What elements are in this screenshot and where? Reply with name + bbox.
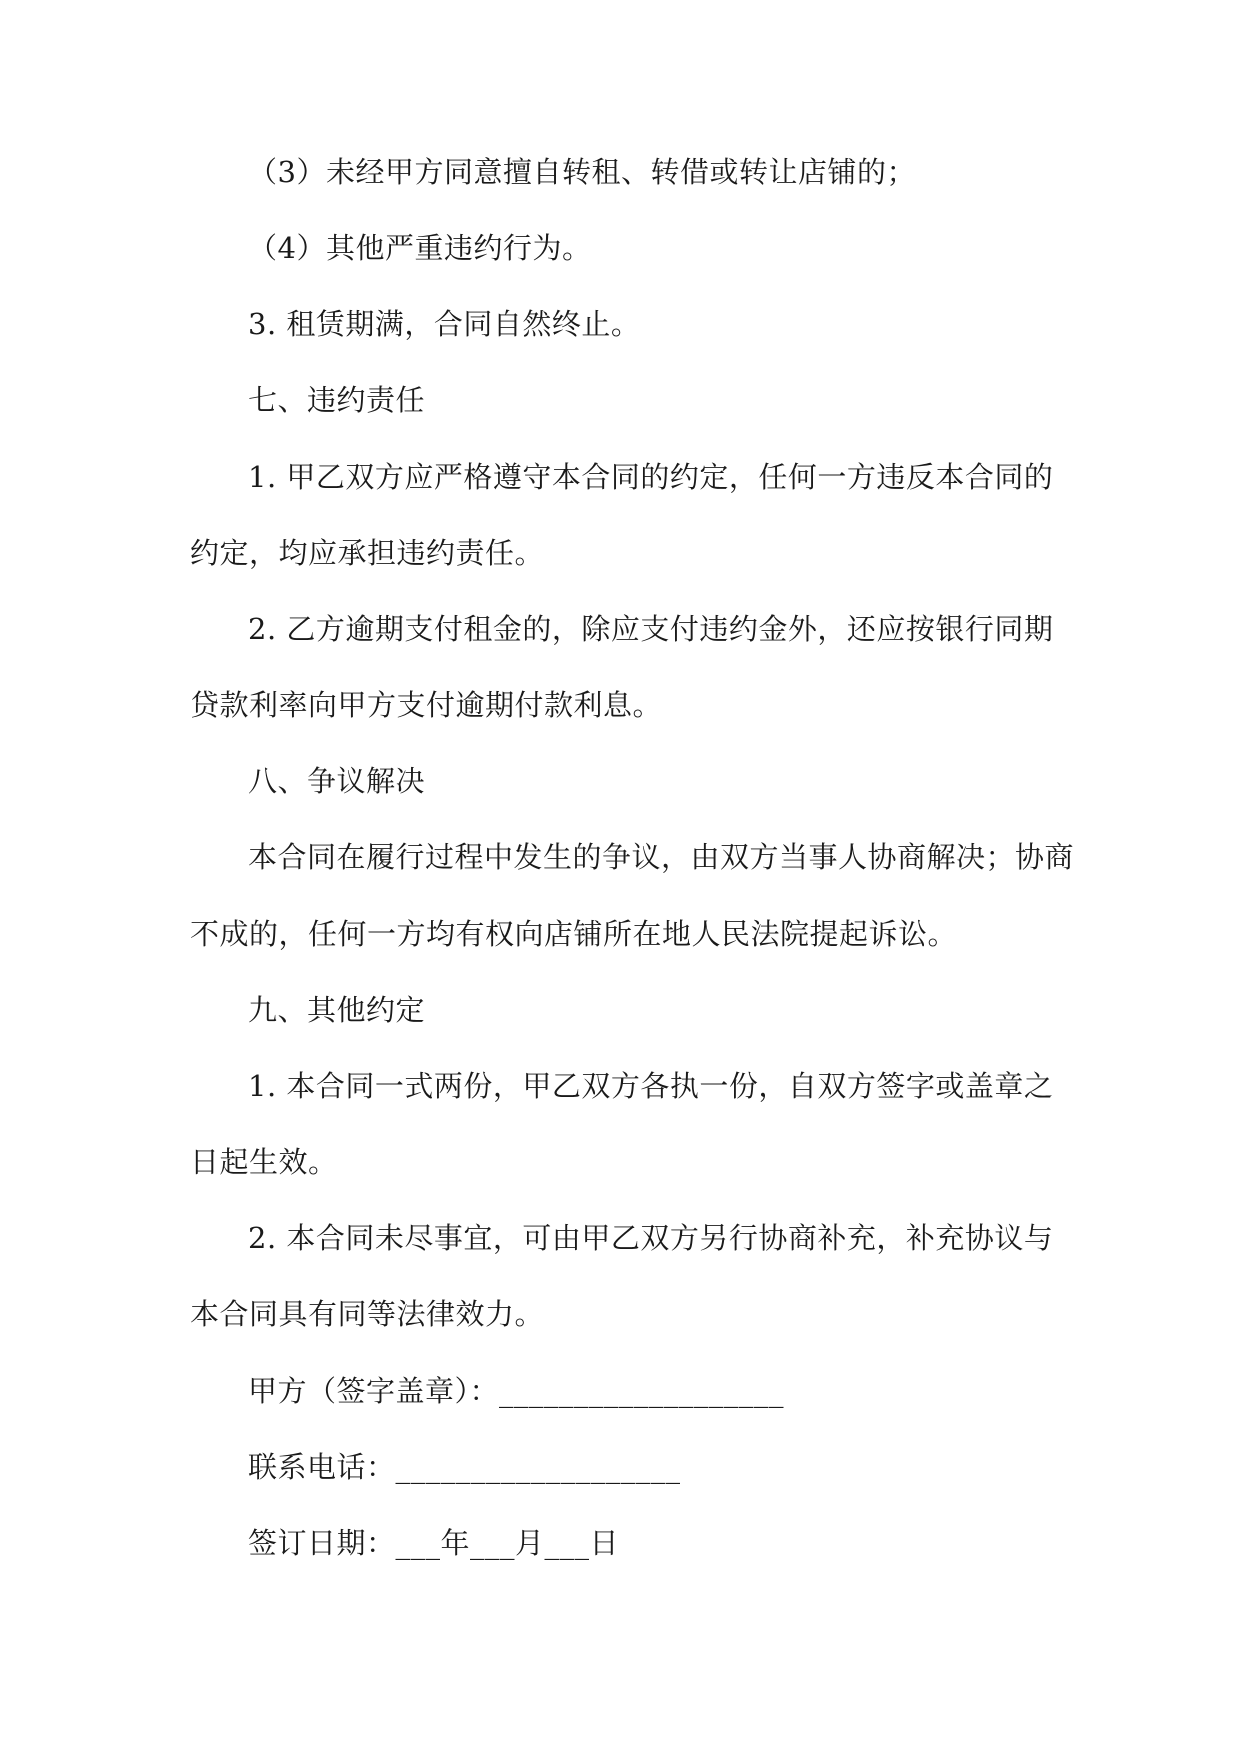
party-a-signature-line: 甲方（签字盖章）：___________________ <box>248 1374 785 1408</box>
section-heading-8: 八、争议解决 <box>248 764 426 798</box>
clause-7-2-line-2: 贷款利率向甲方支付逾期付款利息。 <box>190 688 663 722</box>
clause-9-2-line-2: 本合同具有同等法律效力。 <box>190 1297 545 1331</box>
clause-9-2-line-1: 2. 本合同未尽事宜，可由甲乙双方另行协商补充，补充协议与 <box>248 1221 1054 1255</box>
contact-phone-line: 联系电话：___________________ <box>248 1450 681 1484</box>
clause-6-2-item-3: （3）未经甲方同意擅自转租、转借或转让店铺的； <box>248 155 916 189</box>
clause-7-1-line-1: 1. 甲乙双方应严格遵守本合同的约定，任何一方违反本合同的 <box>248 460 1054 494</box>
clause-9-1-line-2: 日起生效。 <box>190 1145 338 1179</box>
clause-9-1-line-1: 1. 本合同一式两份，甲乙双方各执一份，自双方签字或盖章之 <box>248 1069 1054 1103</box>
signing-date-line: 签订日期：___年___月___日 <box>248 1526 620 1560</box>
clause-8-line-2: 不成的，任何一方均有权向店铺所在地人民法院提起诉讼。 <box>190 917 958 951</box>
clause-6-3: 3. 租赁期满，合同自然终止。 <box>248 307 641 341</box>
clause-7-1-line-2: 约定，均应承担违约责任。 <box>190 536 545 570</box>
section-heading-9: 九、其他约定 <box>248 993 426 1027</box>
section-heading-7: 七、违约责任 <box>248 383 426 417</box>
clause-8-line-1: 本合同在履行过程中发生的争议，由双方当事人协商解决；协商 <box>248 840 1075 874</box>
clause-6-2-item-4: （4）其他严重违约行为。 <box>248 231 592 265</box>
clause-7-2-line-1: 2. 乙方逾期支付租金的，除应支付违约金外，还应按银行同期 <box>248 612 1054 646</box>
